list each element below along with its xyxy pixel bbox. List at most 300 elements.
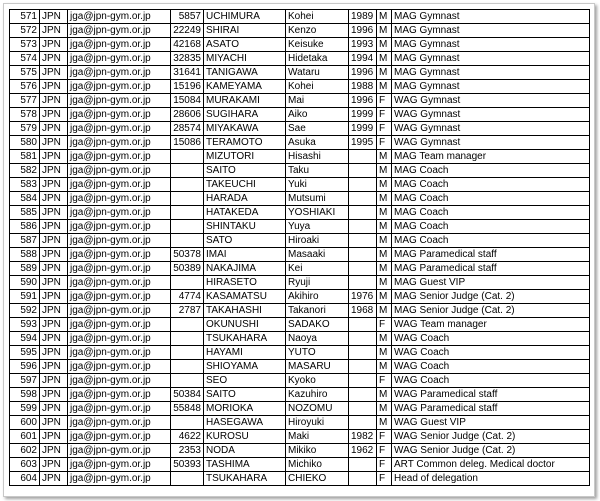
cell-first-name: Takanori bbox=[286, 304, 349, 318]
cell-last-name: TSUKAHARA bbox=[204, 472, 286, 486]
cell-gender: M bbox=[377, 262, 392, 276]
cell-id: 31641 bbox=[171, 66, 204, 80]
cell-number: 592 bbox=[10, 304, 40, 318]
cell-id: 4774 bbox=[171, 290, 204, 304]
cell-first-name: Kohei bbox=[286, 80, 349, 94]
cell-birth-year bbox=[349, 150, 377, 164]
cell-last-name: HASEGAWA bbox=[204, 416, 286, 430]
cell-gender: F bbox=[377, 122, 392, 136]
cell-id bbox=[171, 164, 204, 178]
cell-email: jga@jpn-gym.or.jp bbox=[68, 192, 171, 206]
cell-nationality: JPN bbox=[40, 304, 68, 318]
cell-id bbox=[171, 234, 204, 248]
cell-first-name: Kei bbox=[286, 262, 349, 276]
cell-email: jga@jpn-gym.or.jp bbox=[68, 52, 171, 66]
cell-last-name: OKUNUSHI bbox=[204, 318, 286, 332]
cell-first-name: Maki bbox=[286, 430, 349, 444]
cell-id: 42168 bbox=[171, 38, 204, 52]
cell-role: MAG Coach bbox=[392, 178, 590, 192]
cell-first-name: YOSHIAKI bbox=[286, 206, 349, 220]
cell-email: jga@jpn-gym.or.jp bbox=[68, 472, 171, 486]
cell-birth-year bbox=[349, 262, 377, 276]
cell-nationality: JPN bbox=[40, 178, 68, 192]
cell-email: jga@jpn-gym.or.jp bbox=[68, 66, 171, 80]
cell-id: 4622 bbox=[171, 430, 204, 444]
cell-id: 22249 bbox=[171, 24, 204, 38]
cell-first-name: Kohei bbox=[286, 10, 349, 24]
cell-gender: M bbox=[377, 178, 392, 192]
document-frame bbox=[3, 3, 595, 497]
cell-first-name: Aiko bbox=[286, 108, 349, 122]
cell-number: 576 bbox=[10, 80, 40, 94]
cell-email: jga@jpn-gym.or.jp bbox=[68, 150, 171, 164]
cell-first-name: Keisuke bbox=[286, 38, 349, 52]
table-row bbox=[10, 458, 590, 472]
cell-last-name: MURAKAMI bbox=[204, 94, 286, 108]
cell-role: MAG Guest VIP bbox=[392, 276, 590, 290]
cell-nationality: JPN bbox=[40, 220, 68, 234]
cell-last-name: TASHIMA bbox=[204, 458, 286, 472]
cell-last-name: KASAMATSU bbox=[204, 290, 286, 304]
cell-gender: M bbox=[377, 276, 392, 290]
cell-first-name: Yuya bbox=[286, 220, 349, 234]
cell-birth-year: 1994 bbox=[349, 52, 377, 66]
cell-email: jga@jpn-gym.or.jp bbox=[68, 220, 171, 234]
cell-role: MAG Coach bbox=[392, 164, 590, 178]
cell-id bbox=[171, 150, 204, 164]
cell-gender: F bbox=[377, 458, 392, 472]
cell-nationality: JPN bbox=[40, 150, 68, 164]
table-row bbox=[10, 262, 590, 276]
cell-nationality: JPN bbox=[40, 360, 68, 374]
cell-nationality: JPN bbox=[40, 472, 68, 486]
cell-number: 597 bbox=[10, 374, 40, 388]
cell-role: MAG Paramedical staff bbox=[392, 262, 590, 276]
cell-id bbox=[171, 374, 204, 388]
cell-email: jga@jpn-gym.or.jp bbox=[68, 80, 171, 94]
cell-role: MAG Gymnast bbox=[392, 24, 590, 38]
cell-first-name: Kenzo bbox=[286, 24, 349, 38]
cell-first-name: NOZOMU bbox=[286, 402, 349, 416]
cell-nationality: JPN bbox=[40, 38, 68, 52]
cell-role: WAG Coach bbox=[392, 374, 590, 388]
cell-number: 595 bbox=[10, 346, 40, 360]
table-row bbox=[10, 66, 590, 80]
cell-number: 579 bbox=[10, 122, 40, 136]
cell-nationality: JPN bbox=[40, 458, 68, 472]
cell-last-name: SHINTAKU bbox=[204, 220, 286, 234]
cell-nationality: JPN bbox=[40, 52, 68, 66]
cell-last-name: HATAKEDA bbox=[204, 206, 286, 220]
cell-gender: M bbox=[377, 332, 392, 346]
table-row bbox=[10, 318, 590, 332]
cell-gender: M bbox=[377, 150, 392, 164]
cell-first-name: Hiroyuki bbox=[286, 416, 349, 430]
cell-nationality: JPN bbox=[40, 122, 68, 136]
table-row bbox=[10, 38, 590, 52]
cell-first-name: Akihiro bbox=[286, 290, 349, 304]
cell-email: jga@jpn-gym.or.jp bbox=[68, 262, 171, 276]
cell-role: MAG Senior Judge (Cat. 2) bbox=[392, 304, 590, 318]
cell-email: jga@jpn-gym.or.jp bbox=[68, 318, 171, 332]
cell-gender: M bbox=[377, 346, 392, 360]
cell-first-name: Hidetaka bbox=[286, 52, 349, 66]
cell-first-name: SADAKO bbox=[286, 318, 349, 332]
cell-birth-year bbox=[349, 374, 377, 388]
cell-number: 572 bbox=[10, 24, 40, 38]
table-row bbox=[10, 332, 590, 346]
cell-email: jga@jpn-gym.or.jp bbox=[68, 388, 171, 402]
cell-last-name: SHIRAI bbox=[204, 24, 286, 38]
cell-last-name: SEO bbox=[204, 374, 286, 388]
cell-birth-year bbox=[349, 234, 377, 248]
cell-birth-year bbox=[349, 192, 377, 206]
cell-role: MAG Gymnast bbox=[392, 38, 590, 52]
cell-gender: M bbox=[377, 248, 392, 262]
cell-number: 601 bbox=[10, 430, 40, 444]
cell-first-name: MASARU bbox=[286, 360, 349, 374]
table-row bbox=[10, 178, 590, 192]
cell-role: MAG Team manager bbox=[392, 150, 590, 164]
cell-gender: M bbox=[377, 66, 392, 80]
cell-number: 573 bbox=[10, 38, 40, 52]
cell-birth-year bbox=[349, 276, 377, 290]
cell-birth-year: 1988 bbox=[349, 80, 377, 94]
cell-first-name: Hisashi bbox=[286, 150, 349, 164]
cell-nationality: JPN bbox=[40, 290, 68, 304]
cell-role: WAG Coach bbox=[392, 346, 590, 360]
cell-birth-year bbox=[349, 318, 377, 332]
cell-email: jga@jpn-gym.or.jp bbox=[68, 276, 171, 290]
cell-birth-year: 1982 bbox=[349, 430, 377, 444]
cell-first-name: Wataru bbox=[286, 66, 349, 80]
cell-birth-year bbox=[349, 346, 377, 360]
cell-nationality: JPN bbox=[40, 318, 68, 332]
cell-birth-year bbox=[349, 416, 377, 430]
cell-gender: M bbox=[377, 24, 392, 38]
cell-number: 582 bbox=[10, 164, 40, 178]
cell-id bbox=[171, 318, 204, 332]
cell-id bbox=[171, 360, 204, 374]
cell-email: jga@jpn-gym.or.jp bbox=[68, 360, 171, 374]
cell-birth-year: 1989 bbox=[349, 10, 377, 24]
cell-first-name: Kyoko bbox=[286, 374, 349, 388]
cell-id: 15196 bbox=[171, 80, 204, 94]
cell-email: jga@jpn-gym.or.jp bbox=[68, 332, 171, 346]
cell-nationality: JPN bbox=[40, 94, 68, 108]
cell-nationality: JPN bbox=[40, 136, 68, 150]
cell-role: WAG Gymnast bbox=[392, 122, 590, 136]
cell-nationality: JPN bbox=[40, 444, 68, 458]
cell-number: 598 bbox=[10, 388, 40, 402]
cell-email: jga@jpn-gym.or.jp bbox=[68, 10, 171, 24]
cell-number: 578 bbox=[10, 108, 40, 122]
cell-role: MAG Gymnast bbox=[392, 80, 590, 94]
cell-first-name: CHIEKO bbox=[286, 472, 349, 486]
cell-last-name: HARADA bbox=[204, 192, 286, 206]
cell-number: 596 bbox=[10, 360, 40, 374]
cell-id bbox=[171, 416, 204, 430]
cell-id bbox=[171, 276, 204, 290]
cell-number: 574 bbox=[10, 52, 40, 66]
cell-birth-year: 1968 bbox=[349, 304, 377, 318]
table-row bbox=[10, 472, 590, 486]
table-row bbox=[10, 346, 590, 360]
cell-role: MAG Gymnast bbox=[392, 52, 590, 66]
cell-first-name: Mai bbox=[286, 94, 349, 108]
cell-role: WAG Paramedical staff bbox=[392, 402, 590, 416]
cell-id: 32835 bbox=[171, 52, 204, 66]
cell-last-name: MIZUTORI bbox=[204, 150, 286, 164]
cell-email: jga@jpn-gym.or.jp bbox=[68, 178, 171, 192]
cell-birth-year bbox=[349, 360, 377, 374]
cell-email: jga@jpn-gym.or.jp bbox=[68, 234, 171, 248]
cell-last-name: ASATO bbox=[204, 38, 286, 52]
table-row bbox=[10, 164, 590, 178]
cell-nationality: JPN bbox=[40, 66, 68, 80]
cell-email: jga@jpn-gym.or.jp bbox=[68, 24, 171, 38]
cell-last-name: NODA bbox=[204, 444, 286, 458]
cell-number: 591 bbox=[10, 290, 40, 304]
cell-role: WAG Gymnast bbox=[392, 94, 590, 108]
cell-gender: M bbox=[377, 360, 392, 374]
table-row bbox=[10, 24, 590, 38]
cell-nationality: JPN bbox=[40, 388, 68, 402]
table-row bbox=[10, 136, 590, 150]
cell-birth-year bbox=[349, 178, 377, 192]
table-row bbox=[10, 374, 590, 388]
cell-role: MAG Coach bbox=[392, 206, 590, 220]
cell-email: jga@jpn-gym.or.jp bbox=[68, 38, 171, 52]
cell-email: jga@jpn-gym.or.jp bbox=[68, 206, 171, 220]
cell-email: jga@jpn-gym.or.jp bbox=[68, 374, 171, 388]
table-row bbox=[10, 276, 590, 290]
cell-id: 15084 bbox=[171, 94, 204, 108]
table-row bbox=[10, 290, 590, 304]
cell-id: 28574 bbox=[171, 122, 204, 136]
cell-role: MAG Gymnast bbox=[392, 66, 590, 80]
cell-nationality: JPN bbox=[40, 276, 68, 290]
cell-birth-year: 1996 bbox=[349, 66, 377, 80]
cell-email: jga@jpn-gym.or.jp bbox=[68, 122, 171, 136]
cell-nationality: JPN bbox=[40, 346, 68, 360]
table-row bbox=[10, 388, 590, 402]
cell-last-name: HIRASETO bbox=[204, 276, 286, 290]
cell-gender: M bbox=[377, 192, 392, 206]
cell-number: 571 bbox=[10, 10, 40, 24]
cell-id: 50384 bbox=[171, 388, 204, 402]
cell-birth-year: 1996 bbox=[349, 94, 377, 108]
cell-email: jga@jpn-gym.or.jp bbox=[68, 108, 171, 122]
cell-id: 50389 bbox=[171, 262, 204, 276]
cell-role: WAG Team manager bbox=[392, 318, 590, 332]
cell-last-name: TAKAHASHI bbox=[204, 304, 286, 318]
cell-nationality: JPN bbox=[40, 164, 68, 178]
cell-last-name: IMAI bbox=[204, 248, 286, 262]
cell-birth-year: 1999 bbox=[349, 108, 377, 122]
table-row bbox=[10, 416, 590, 430]
cell-gender: M bbox=[377, 206, 392, 220]
cell-email: jga@jpn-gym.or.jp bbox=[68, 304, 171, 318]
cell-last-name: HAYAMI bbox=[204, 346, 286, 360]
cell-number: 588 bbox=[10, 248, 40, 262]
cell-birth-year: 1993 bbox=[349, 38, 377, 52]
table-row bbox=[10, 402, 590, 416]
cell-email: jga@jpn-gym.or.jp bbox=[68, 416, 171, 430]
cell-last-name: TAKEUCHI bbox=[204, 178, 286, 192]
cell-gender: M bbox=[377, 304, 392, 318]
cell-number: 587 bbox=[10, 234, 40, 248]
cell-role: WAG Coach bbox=[392, 360, 590, 374]
cell-birth-year: 1962 bbox=[349, 444, 377, 458]
cell-number: 585 bbox=[10, 206, 40, 220]
cell-nationality: JPN bbox=[40, 332, 68, 346]
cell-first-name: Kazuhiro bbox=[286, 388, 349, 402]
cell-nationality: JPN bbox=[40, 374, 68, 388]
cell-last-name: UCHIMURA bbox=[204, 10, 286, 24]
cell-number: 600 bbox=[10, 416, 40, 430]
cell-nationality: JPN bbox=[40, 402, 68, 416]
cell-first-name: Taku bbox=[286, 164, 349, 178]
cell-email: jga@jpn-gym.or.jp bbox=[68, 248, 171, 262]
cell-last-name: TSUKAHARA bbox=[204, 332, 286, 346]
cell-role: ART Common deleg. Medical doctor bbox=[392, 458, 590, 472]
cell-birth-year bbox=[349, 458, 377, 472]
cell-id: 55848 bbox=[171, 402, 204, 416]
cell-birth-year bbox=[349, 248, 377, 262]
cell-gender: F bbox=[377, 94, 392, 108]
cell-number: 603 bbox=[10, 458, 40, 472]
cell-id bbox=[171, 192, 204, 206]
cell-email: jga@jpn-gym.or.jp bbox=[68, 136, 171, 150]
cell-birth-year bbox=[349, 332, 377, 346]
cell-number: 589 bbox=[10, 262, 40, 276]
cell-role: MAG Gymnast bbox=[392, 10, 590, 24]
cell-last-name: SATO bbox=[204, 234, 286, 248]
cell-last-name: KUROSU bbox=[204, 430, 286, 444]
cell-first-name: Michiko bbox=[286, 458, 349, 472]
cell-number: 583 bbox=[10, 178, 40, 192]
cell-first-name: Mutsumi bbox=[286, 192, 349, 206]
cell-email: jga@jpn-gym.or.jp bbox=[68, 430, 171, 444]
cell-gender: F bbox=[377, 374, 392, 388]
cell-last-name: SHIOYAMA bbox=[204, 360, 286, 374]
cell-role: MAG Coach bbox=[392, 192, 590, 206]
table-row bbox=[10, 52, 590, 66]
cell-number: 577 bbox=[10, 94, 40, 108]
cell-first-name: Yuki bbox=[286, 178, 349, 192]
cell-role: WAG Guest VIP bbox=[392, 416, 590, 430]
cell-role: MAG Senior Judge (Cat. 2) bbox=[392, 290, 590, 304]
cell-id bbox=[171, 206, 204, 220]
cell-last-name: TERAMOTO bbox=[204, 136, 286, 150]
table-row bbox=[10, 430, 590, 444]
cell-id: 2353 bbox=[171, 444, 204, 458]
cell-number: 593 bbox=[10, 318, 40, 332]
cell-role: WAG Coach bbox=[392, 332, 590, 346]
cell-email: jga@jpn-gym.or.jp bbox=[68, 290, 171, 304]
cell-gender: M bbox=[377, 52, 392, 66]
cell-gender: F bbox=[377, 136, 392, 150]
cell-first-name: Masaaki bbox=[286, 248, 349, 262]
cell-gender: F bbox=[377, 430, 392, 444]
table-row bbox=[10, 234, 590, 248]
table-row bbox=[10, 192, 590, 206]
cell-birth-year bbox=[349, 388, 377, 402]
cell-last-name: SUGIHARA bbox=[204, 108, 286, 122]
cell-number: 584 bbox=[10, 192, 40, 206]
cell-birth-year: 1995 bbox=[349, 136, 377, 150]
cell-email: jga@jpn-gym.or.jp bbox=[68, 402, 171, 416]
cell-last-name: MORIOKA bbox=[204, 402, 286, 416]
cell-first-name: Mikiko bbox=[286, 444, 349, 458]
table-body bbox=[10, 10, 590, 486]
cell-nationality: JPN bbox=[40, 234, 68, 248]
cell-role: WAG Gymnast bbox=[392, 108, 590, 122]
cell-nationality: JPN bbox=[40, 108, 68, 122]
cell-role: WAG Senior Judge (Cat. 2) bbox=[392, 444, 590, 458]
cell-gender: M bbox=[377, 402, 392, 416]
cell-role: MAG Paramedical staff bbox=[392, 248, 590, 262]
cell-birth-year bbox=[349, 164, 377, 178]
cell-last-name: NAKAJIMA bbox=[204, 262, 286, 276]
cell-id bbox=[171, 346, 204, 360]
cell-id: 2787 bbox=[171, 304, 204, 318]
cell-birth-year: 1996 bbox=[349, 24, 377, 38]
table-row bbox=[10, 94, 590, 108]
cell-id: 5857 bbox=[171, 10, 204, 24]
cell-id: 15086 bbox=[171, 136, 204, 150]
cell-gender: M bbox=[377, 234, 392, 248]
cell-number: 602 bbox=[10, 444, 40, 458]
cell-email: jga@jpn-gym.or.jp bbox=[68, 346, 171, 360]
table-row bbox=[10, 80, 590, 94]
cell-birth-year: 1976 bbox=[349, 290, 377, 304]
cell-role: MAG Coach bbox=[392, 220, 590, 234]
table-row bbox=[10, 10, 590, 24]
cell-nationality: JPN bbox=[40, 10, 68, 24]
cell-nationality: JPN bbox=[40, 206, 68, 220]
cell-gender: M bbox=[377, 388, 392, 402]
cell-role: WAG Gymnast bbox=[392, 136, 590, 150]
cell-first-name: Hiroaki bbox=[286, 234, 349, 248]
cell-id bbox=[171, 332, 204, 346]
cell-number: 586 bbox=[10, 220, 40, 234]
cell-first-name: Sae bbox=[286, 122, 349, 136]
cell-id: 50393 bbox=[171, 458, 204, 472]
cell-nationality: JPN bbox=[40, 416, 68, 430]
cell-number: 599 bbox=[10, 402, 40, 416]
cell-birth-year bbox=[349, 206, 377, 220]
cell-birth-year bbox=[349, 220, 377, 234]
cell-birth-year: 1999 bbox=[349, 122, 377, 136]
cell-last-name: MIYACHI bbox=[204, 52, 286, 66]
cell-first-name: YUTO bbox=[286, 346, 349, 360]
cell-gender: M bbox=[377, 416, 392, 430]
cell-gender: F bbox=[377, 108, 392, 122]
cell-role: MAG Coach bbox=[392, 234, 590, 248]
cell-last-name: SAITO bbox=[204, 164, 286, 178]
cell-gender: M bbox=[377, 290, 392, 304]
cell-nationality: JPN bbox=[40, 192, 68, 206]
cell-gender: M bbox=[377, 80, 392, 94]
cell-nationality: JPN bbox=[40, 80, 68, 94]
cell-number: 581 bbox=[10, 150, 40, 164]
cell-id: 50378 bbox=[171, 248, 204, 262]
table-row bbox=[10, 150, 590, 164]
cell-email: jga@jpn-gym.or.jp bbox=[68, 458, 171, 472]
cell-gender: M bbox=[377, 38, 392, 52]
